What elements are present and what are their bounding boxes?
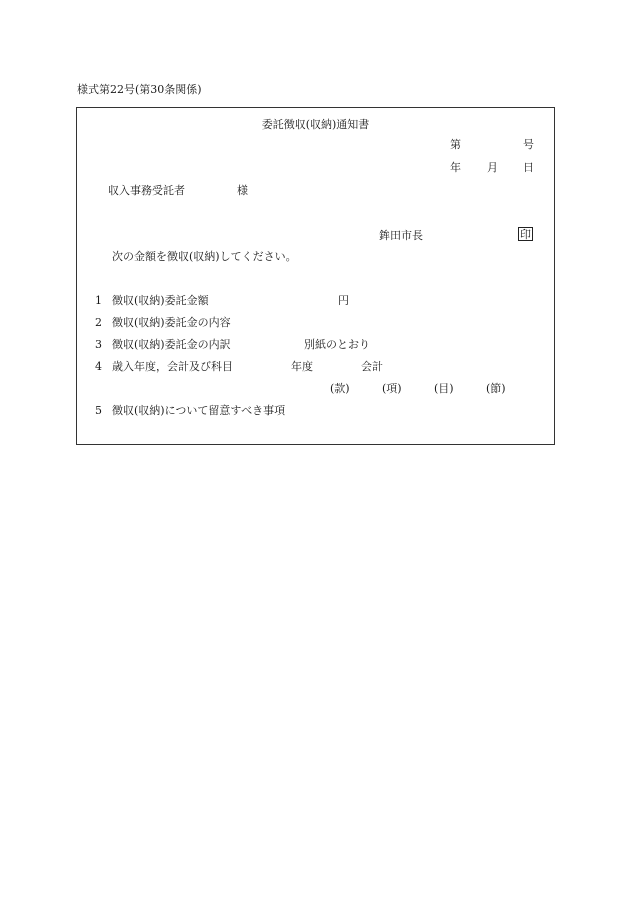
subject-kan: (款) xyxy=(330,382,350,395)
item-2-number: 2 xyxy=(95,316,102,329)
form-number-label: 様式第22号(第30条関係) xyxy=(77,83,202,96)
date-year: 年 xyxy=(450,161,461,174)
notice-form-box xyxy=(76,107,555,445)
item-1-label: 徴収(収納)委託金額 xyxy=(112,294,209,307)
date-month: 月 xyxy=(487,161,498,174)
item-1-number: 1 xyxy=(95,294,102,307)
item-3-label: 徴収(収納)委託金の内訳 xyxy=(112,338,231,351)
form-title: 委託徴収(収納)通知書 xyxy=(261,118,370,131)
seal-text: 印 xyxy=(520,228,531,241)
item-4-account: 会計 xyxy=(361,360,383,373)
issuer-name: 鉾田市長 xyxy=(379,229,423,242)
item-1-value: 円 xyxy=(338,294,349,307)
addressee-honorific: 様 xyxy=(237,184,248,197)
item-4-year: 年度 xyxy=(291,360,313,373)
subject-kou: (項) xyxy=(382,382,402,395)
item-5-label: 徴収(収納)について留意すべき事項 xyxy=(112,404,286,417)
seal-mark xyxy=(518,227,533,241)
item-5-number: 5 xyxy=(95,404,102,417)
addressee-label: 収入事務受託者 xyxy=(108,184,185,197)
item-4-number: 4 xyxy=(95,360,102,373)
item-3-number: 3 xyxy=(95,338,102,351)
request-text: 次の金額を徴収(収納)してください。 xyxy=(112,250,297,263)
item-2-label: 徴収(収納)委託金の内容 xyxy=(112,316,231,329)
item-3-value: 別紙のとおり xyxy=(304,338,370,351)
subject-setsu: (節) xyxy=(486,382,506,395)
date-day: 日 xyxy=(523,161,534,174)
item-4-label: 歳入年度，会計及び科目 xyxy=(112,360,233,373)
subject-moku: (目) xyxy=(434,382,454,395)
number-prefix: 第 xyxy=(450,138,461,151)
number-suffix: 号 xyxy=(523,138,534,151)
